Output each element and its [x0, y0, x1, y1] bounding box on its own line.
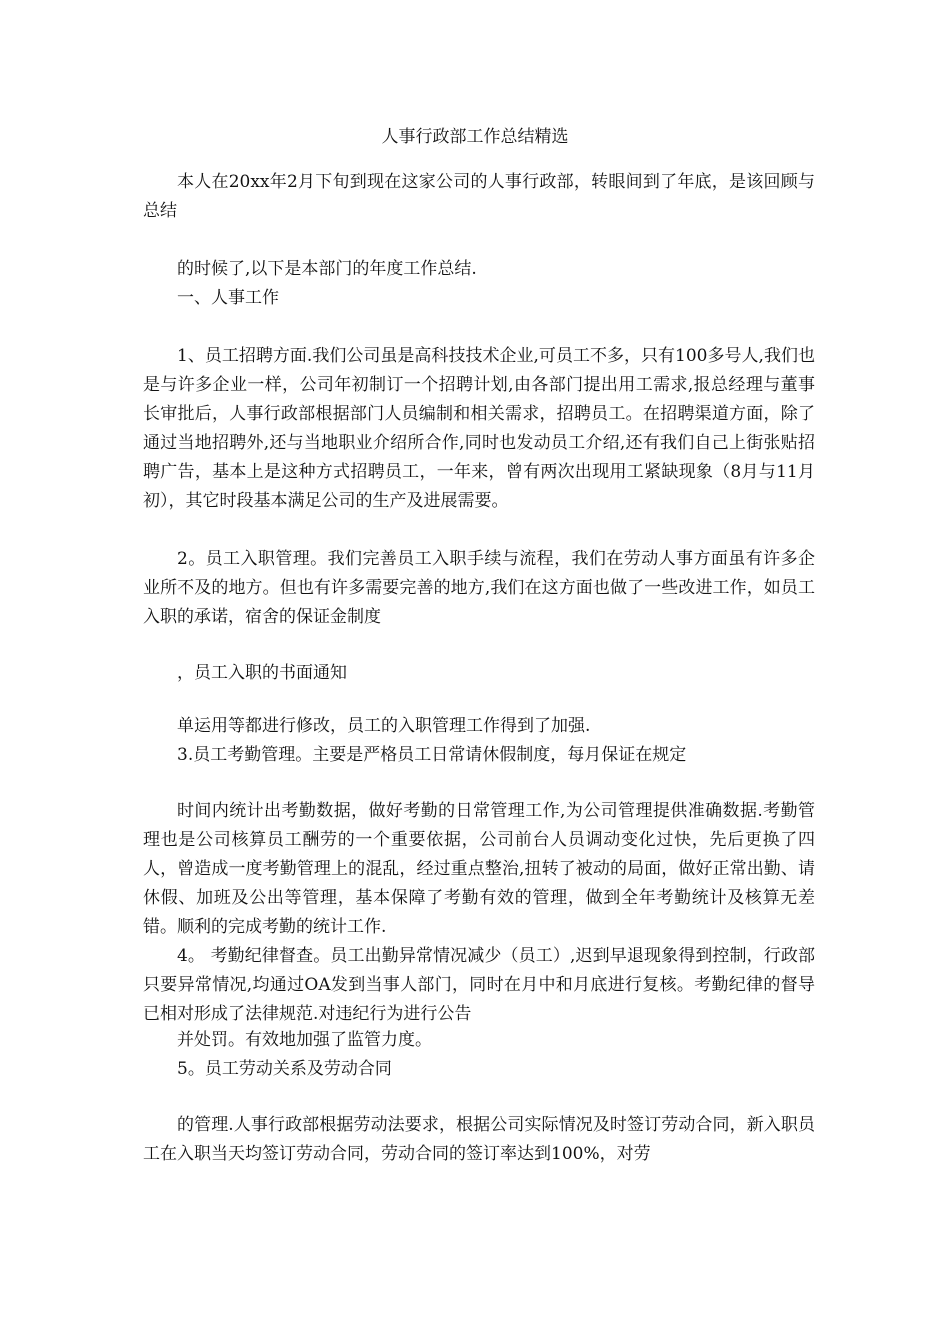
paragraph-onboarding-notice: ，员工入职的书面通知	[177, 663, 347, 683]
paragraph-discipline: 4。 考勤纪律督查。员工出勤异常情况减少（员工）,迟到早退现象得到控制，行政部只要异常情况,均通过OA发到当事人部门，同时在月中和月底进行复核。考勤纪律的督导已相对形成了法律规范.对违纪行为进行公告	[143, 946, 815, 1024]
paragraph-onboarding: 2。员工入职管理。我们完善员工入职手续与流程，我们在劳动人事方面虽有许多企业所不及的地方。但也有许多需要完善的地方,我们在这方面也做了一些改进工作，如员工入职的承诺，宿舍的保证金制度	[143, 549, 815, 627]
section-heading-personnel: 一、人事工作	[177, 288, 279, 308]
paragraph-discipline-result: 并处罚。有效地加强了监管力度。	[177, 1030, 432, 1050]
paragraph-recruitment: 1、员工招聘方面.我们公司虽是高科技技术企业,可员工不多，只有100多号人,我们也是与许多企业一样，公司年初制订一个招聘计划,由各部门提出用工需求,报总经理与董事长审批后，人事行政部根据部门人员编制和相关需求，招聘员工。在招聘渠道方面，除了通过当地招聘外,还与当地职业介绍所合作,同时也发动员工介绍,还有我们自己上街张贴招聘广告，基本上是这种方式招聘员工，一年来，曾有两次出现用工紧缺现象（8月与11月初），其它时段基本满足公司的生产及进展需要。	[143, 346, 815, 511]
document-title: 人事行政部工作总结精选	[381, 127, 569, 147]
paragraph-intro: 本人在20xx年2月下旬到现在这家公司的人事行政部，转眼间到了年底，是该回顾与总结	[143, 172, 815, 221]
paragraph-intro-continued: 的时候了,以下是本部门的年度工作总结.	[177, 259, 477, 279]
paragraph-attendance: 时间内统计出考勤数据，做好考勤的日常管理工作,为公司管理提供准确数据.考勤管理也是公司核算员工酬劳的一个重要依据，公司前台人员调动变化过快，先后更换了四人，曾造成一度考勤管理上的混乱，经过重点整治,扭转了被动的局面，做好正常出勤、请休假、加班及公出等管理，基本保障了考勤有效的管理，做到全年考勤统计及核算无差错。顺利的完成考勤的统计工作.	[143, 801, 815, 937]
paragraph-labor-contract: 的管理.人事行政部根据劳动法要求，根据公司实际情况及时签订劳动合同，新入职员工在入职当天均签订劳动合同，劳动合同的签订率达到100%，对劳	[143, 1115, 815, 1164]
paragraph-onboarding-result: 单运用等都进行修改，员工的入职管理工作得到了加强.	[177, 716, 591, 736]
paragraph-labor-heading: 5。员工劳动关系及劳动合同	[177, 1059, 392, 1079]
paragraph-attendance-heading: 3.员工考勤管理。主要是严格员工日常请休假制度，每月保证在规定	[177, 745, 687, 765]
